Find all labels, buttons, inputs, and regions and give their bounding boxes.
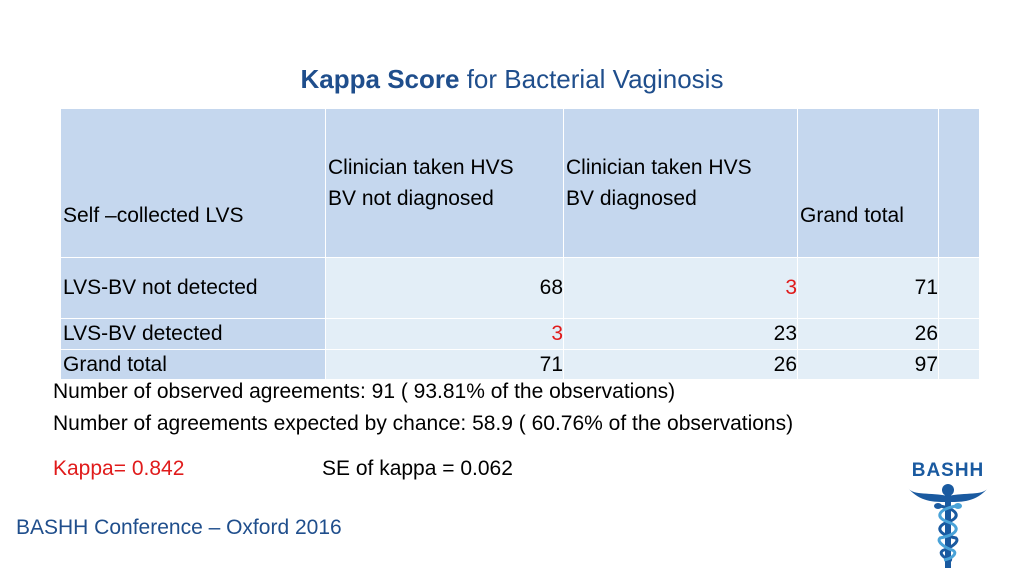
- observed-agreements: Number of observed agreements: 91 ( 93.81% of the observations): [53, 380, 676, 403]
- agreement-stats: [53, 376, 793, 440]
- table-row: [61, 319, 980, 350]
- se-value: SE of kappa = 0.062: [322, 457, 513, 480]
- slide-title: [0, 64, 1024, 95]
- footer-conference: BASHH Conference – Oxford 2016: [16, 516, 342, 539]
- table-cell: 68: [326, 258, 564, 319]
- row-label: Grand total: [61, 350, 326, 380]
- table-cell: 71: [326, 350, 564, 380]
- row-label: LVS-BV detected: [61, 319, 326, 350]
- header-clinician-not-diagnosed: [326, 109, 564, 258]
- kappa-value: Kappa= 0.842: [53, 457, 185, 480]
- table-cell-empty: [939, 319, 980, 350]
- header-clinician-diagnosed: [564, 109, 798, 258]
- table-cell-total: 71: [798, 258, 939, 319]
- caduceus-icon: [900, 482, 996, 570]
- header-empty: [939, 109, 980, 258]
- table-header-row: [61, 109, 980, 258]
- header-line: BV not diagnosed: [328, 187, 494, 210]
- title-rest: for Bacterial Vaginosis: [459, 64, 724, 94]
- expected-agreements: Number of agreements expected by chance: 58.9 ( 60.76% of the observations): [53, 412, 794, 435]
- title-bold: Kappa Score: [300, 64, 460, 94]
- table-cell: 23: [564, 319, 798, 350]
- logo-text: BASHH: [911, 460, 985, 481]
- table-cell: 26: [564, 350, 798, 380]
- header-grand-total: Grand total: [798, 109, 939, 258]
- table-row: [61, 258, 980, 319]
- table-cell-total: 97: [798, 350, 939, 380]
- row-label: LVS-BV not detected: [61, 258, 326, 319]
- table-cell-total: 26: [798, 319, 939, 350]
- kappa-table: [60, 108, 980, 380]
- header-line: Clinician taken HVS: [566, 156, 752, 179]
- header-line: Clinician taken HVS: [328, 156, 514, 179]
- table-cell-empty: [939, 350, 980, 380]
- header-self-collected: Self –collected LVS: [61, 109, 326, 258]
- bashh-logo: [900, 458, 996, 570]
- header-line: BV diagnosed: [566, 187, 697, 210]
- table-cell-disagreement: 3: [326, 319, 564, 350]
- table-cell-disagreement: 3: [564, 258, 798, 319]
- table-cell-empty: [939, 258, 980, 319]
- table-row: [61, 350, 980, 380]
